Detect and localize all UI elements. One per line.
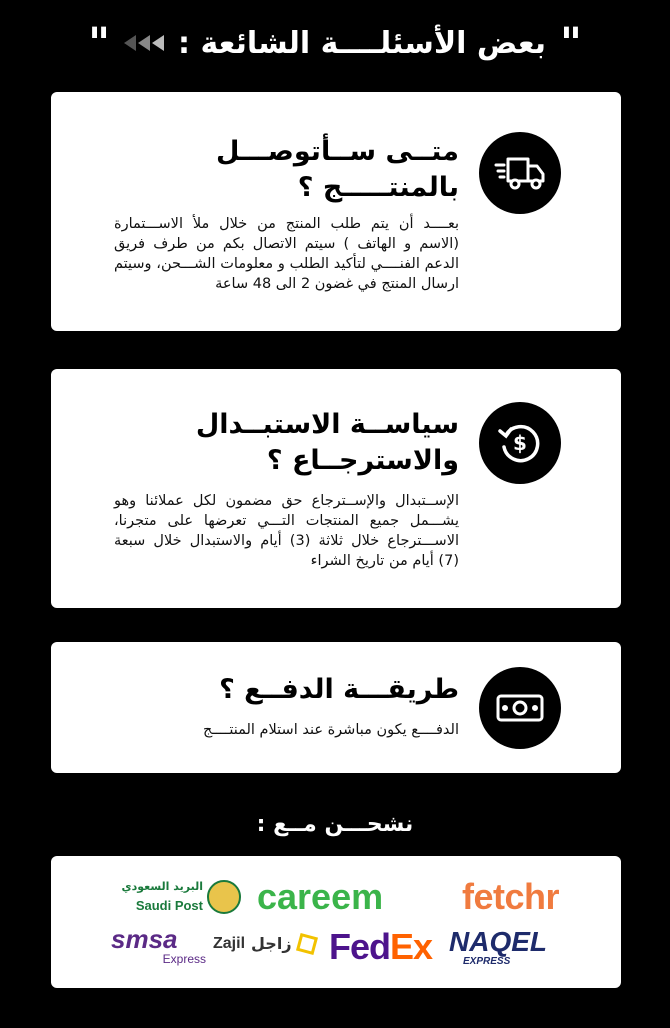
faq-title-line1: متــى ســأتوصـــل xyxy=(216,136,459,167)
delivery-truck-icon xyxy=(479,132,561,214)
careem-logo: careem xyxy=(257,876,384,917)
naqel-logo: NAQEL EXPRESS xyxy=(449,926,547,967)
fetchr-logo: fetchr xyxy=(461,876,559,917)
quote-mark-left: " xyxy=(88,18,110,67)
faq-title-line1: طريقـــة الدفــع ؟ xyxy=(219,674,459,705)
page-title: بعض الأسئلــــة الشائعة : xyxy=(178,25,547,61)
faq-answer: بعــــد أن يتم طلب المنتج من خلال ملأ الاســـتمارة (الاسم و الهاتف ) سيتم الاتصال بكم من طرف فريق الدعم الفنــــي لتأكيد الطلب و معلومات الشـــحن، وسيتم ارسال المنتج في غضون 2 الى 48 ساعة xyxy=(114,216,459,292)
faq-header xyxy=(0,18,670,68)
faq-title-line1: سياســة الاستبــدال xyxy=(195,409,459,440)
quote-mark-right: " xyxy=(560,18,582,67)
faq-card-delivery xyxy=(51,92,621,331)
faq-title-line2: بالمنتـــــج ؟ xyxy=(297,172,459,203)
svg-text:$: $ xyxy=(513,431,527,455)
banknote-icon xyxy=(479,667,561,749)
zajil-logo: Zajil زاجل xyxy=(213,934,316,953)
smsa-logo: smsa Express xyxy=(111,924,206,966)
shipping-partners xyxy=(51,856,621,988)
faq-answer: الإســتبدال والإســترجاع حق مضمون لكل عملائنا وهو يشـــمل جميع المنتجات التـــي تعرضها على متجرنا، الاســـترجاع خلال ثلاثة (3) أيام والاستبدال خلال سبعة (7) أيام من تاريخ الشراء xyxy=(114,493,460,569)
faq-card-payment xyxy=(51,642,621,773)
fedex-logo: FedEx xyxy=(329,926,433,967)
shipping-label: نشحـــن مــع : xyxy=(256,812,414,837)
saudi-post-emblem-icon xyxy=(207,880,241,914)
zajil-box-icon xyxy=(296,932,318,954)
saudi-post-logo: البريد السعودي Saudi Post xyxy=(111,878,241,918)
arrows-icon xyxy=(124,35,164,51)
refund-icon xyxy=(479,402,561,484)
faq-answer: الدفــــع يكون مباشرة عند استلام المنتــــج xyxy=(203,722,459,738)
faq-card-returns xyxy=(51,369,621,608)
faq-title-line2: والاسترجــاع ؟ xyxy=(266,445,459,476)
